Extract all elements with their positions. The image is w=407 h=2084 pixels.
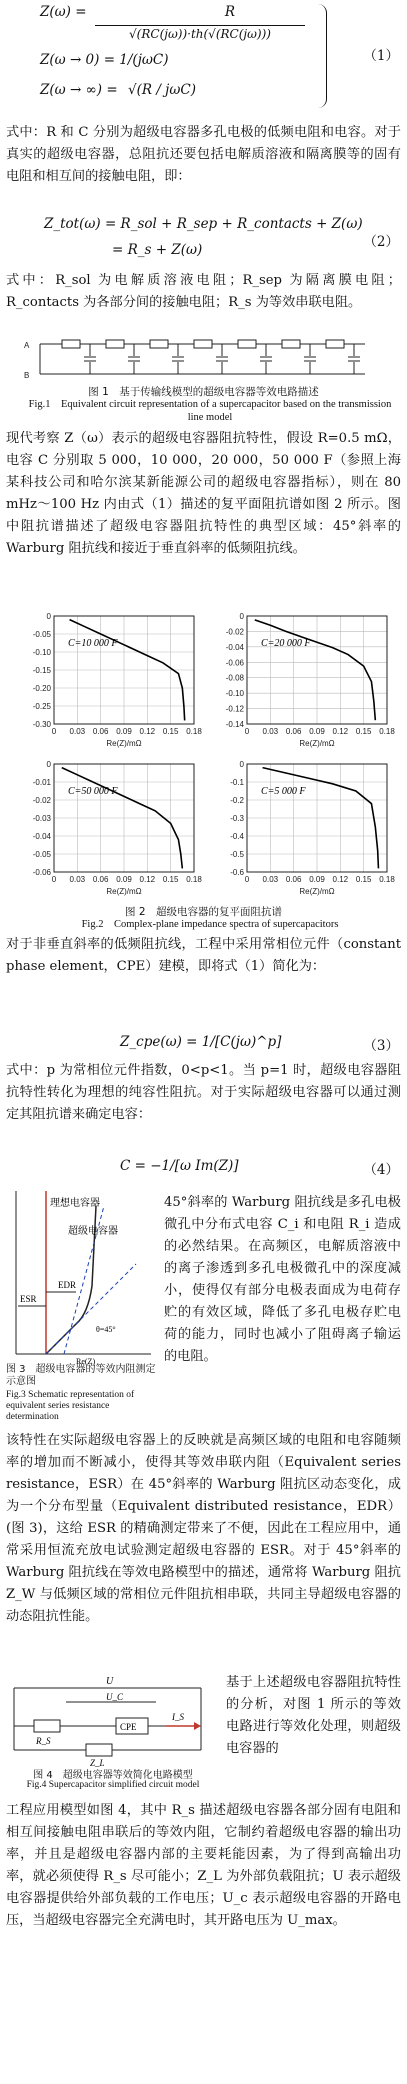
chart-c50000 (22, 760, 202, 904)
y-tick-label: 0 (239, 760, 244, 769)
y-tick-label: -0.04 (225, 642, 244, 652)
y-tick-label: -0.30 (32, 720, 51, 729)
x-tick-label: 0.03 (262, 875, 279, 884)
eq1-numerator: R (224, 4, 236, 20)
y-tick-label: -0.10 (32, 648, 51, 657)
x-tick-label: 0.06 (285, 727, 302, 736)
paragraph-6-full: 该特性在实际超级电容器上的反映就是高频区域的电阻和电容随频率的增加而不断减小，使得其等效串联内阻（Equivalent series resistance，ESR）在 45°斜率的 Warburg 阻抗区动态变化，成为一个分布型量（Equivalent distributed resistance，EDR）(图 3)，这给 ESR 的精确测定带来了不便，因此在工程应用中，通常采用恒流充放电试验测定超级电容器的 ESR。对于 45°斜率的 Warburg 阻抗线在等效电路模型中的描述，通常将 Warburg 阻抗 Z_W 与低频区域的常相位元件阻抗相串联，共同主导超级电容器的动态阻抗性能。 (6, 1433, 401, 1624)
y-tick-label: -0.01 (32, 778, 51, 787)
y-tick-label: -0.03 (32, 814, 51, 823)
y-tick-label: -0.10 (225, 689, 244, 699)
chart-c20000 (215, 612, 395, 756)
x-tick-label: 0 (51, 727, 57, 736)
impedance-curve (255, 620, 376, 720)
capacitance-annotation: C=5 000 F (261, 786, 306, 797)
x-tick-label: 0.12 (332, 727, 349, 736)
equation-4 (0, 1152, 407, 1186)
label-angle: θ=45° (96, 1325, 116, 1334)
chart-c5000 (215, 760, 395, 904)
label-is: I_S (172, 1712, 184, 1722)
y-tick-label: -0.2 (230, 796, 244, 805)
label-real-supercapacitor: 超级电容器 (68, 1226, 118, 1237)
x-tick-label: 0 (244, 727, 250, 736)
x-tick-label: 0.15 (162, 875, 179, 884)
eq1-number: （1） (363, 48, 399, 64)
paragraph-2: 式中：R_sol 为电解质溶液电阻；R_sep 为隔离膜电阻；R_contacts 为各部分间的接触电阻；R_s 为等效串联电阻。 (6, 273, 401, 310)
y-tick-label: 0 (46, 612, 51, 621)
figure-2-caption-en: Fig.2 Complex-plane impedance spectra of supercapacitors (81, 919, 339, 930)
x-tick-label: 0.06 (92, 875, 109, 884)
resistor-r1 (62, 340, 80, 348)
figure-1-circuit (20, 336, 390, 382)
paragraph-4: 对于非垂直斜率的低频阻抗线，工程中采用常相位元件（constant phase element，CPE）建模，即将式（1）简化为： (6, 937, 401, 974)
x-tick-label: 0.03 (69, 875, 86, 884)
y-tick-label: -0.5 (230, 850, 244, 859)
y-tick-label: -0.06 (32, 868, 51, 877)
label-rs: R_S (36, 1736, 51, 1746)
figure-4-simplified-circuit (6, 1670, 216, 1770)
circuit-terminal-a: A (24, 341, 30, 350)
label-edr: EDR (58, 1280, 76, 1290)
eq1-line2: Z(ω → 0) = 1/(jωC) (40, 52, 169, 68)
x-axis-label: Re(Z)/mΩ (299, 739, 335, 748)
x-axis-label: Re(Z)/mΩ (106, 887, 142, 896)
eq3-line: Z_cpe(ω) = 1/[C(jω)^p] (120, 1034, 282, 1050)
x-tick-label: 0.03 (262, 727, 279, 736)
eq2-line1: Z_tot(ω) = R_sol + R_sep + R_contacts + Z(ω) (44, 216, 363, 232)
x-tick-label: 0.15 (355, 727, 372, 736)
x-tick-label: 0.15 (355, 875, 372, 884)
eq4-number: （4） (363, 1162, 399, 1178)
figure-3-caption-cn: 图 3 超级电容器的等效内阻测定示意图 (6, 1364, 156, 1387)
paragraph-6-right: 45°斜率的 Warburg 阻抗线是多孔电极微孔中分布式电容 C_i 和电阻 R_i 造成的必然结果。在高频区，电解质溶液中的离子渗透到多孔电极微孔中的深度减小，使得仅有部分电极表面成为电荷存贮的有效区域，降低了多孔电极存贮电荷的能力，同时也减小了阻碍离子输运的电阻。 (164, 1195, 401, 1364)
x-tick-label: 0.18 (379, 727, 395, 736)
circuit-terminal-b: B (24, 371, 30, 380)
x-tick-label: 0.18 (186, 727, 202, 736)
y-tick-label: -0.02 (225, 627, 244, 637)
resistor-r7 (326, 340, 344, 348)
resistor-r3 (150, 340, 168, 348)
x-axis-label: Re(Z)/mΩ (299, 887, 335, 896)
y-tick-label: -0.4 (230, 832, 244, 841)
paragraph-7-full: 工程应用模型如图 4，其中 R_s 描述超级电容器各部分固有电阻和相互间接触电阻串联后的等效内阻，它制约着超级电容器的输出功率，并且是超级电容器内部的主要耗能因素，为了得到高输出功率，就必须使得 R_s 尽可能小；Z_L 为外部负载阻抗；U 表示超级电容器提供给外部负载的工作电压；U_c 表示超级电容器的开路电压，当超级电容器完全充满电时，其开路电压为 U_max。 (6, 1803, 401, 1928)
y-tick-label: -0.02 (32, 796, 51, 805)
label-axis-rez: Re(Z) (76, 1357, 96, 1366)
y-tick-label: 0 (46, 760, 51, 769)
transmission-line-cells (62, 340, 360, 374)
resistor-r2 (106, 340, 124, 348)
label-ideal-capacitor: 理想电容器 (50, 1198, 100, 1209)
y-tick-label: -0.3 (230, 814, 244, 823)
x-tick-label: 0.06 (92, 727, 109, 736)
paragraph-3: 现代考察 Z（ω）表示的超级电容器阻抗特性，假设 R=0.5 mΩ，电容 C 分别取 5 000，10 000，20 000，50 000 F（参照上海某科技公司和哈尔滨某新能源公司的超级电容器指标），则在 80 mHz～100 Hz 内由式（1）描述的复平面阻抗谱如图 2 所示。图中阻抗谱描述了超级电容器阻抗特性的典型区域：45°斜率的 Warburg 阻抗线和接近于垂直斜率的低频阻抗线。 (6, 431, 401, 556)
eq2-number: （2） (363, 234, 399, 250)
eq2-line2: = R_s + Z(ω) (112, 242, 203, 258)
x-tick-label: 0.09 (116, 875, 132, 884)
paragraph-7-right: 基于上述超级电容器阻抗特性的分析，对图 1 所示的等效电路进行等效化处理，则超级电容器的 (226, 1675, 401, 1756)
equation-2 (0, 212, 407, 268)
x-tick-label: 0.18 (379, 875, 395, 884)
x-tick-label: 0.06 (285, 875, 302, 884)
x-tick-label: 0.12 (139, 727, 156, 736)
y-tick-label: -0.15 (32, 666, 51, 675)
y-tick-label: 0 (239, 612, 244, 621)
y-tick-label: -0.08 (225, 673, 244, 683)
resistor-r6 (282, 340, 300, 348)
capacitance-annotation: C=10 000 F (68, 638, 118, 649)
x-tick-label: 0.09 (309, 875, 325, 884)
figure-1-caption-cn: 图 1 基于传输线模型的超级电容器等效电路描述 (88, 386, 319, 398)
eq1-denominator: √(RC(jω))·th(√(RC(jω))) (129, 27, 271, 41)
y-tick-label: -0.05 (32, 850, 51, 859)
y-tick-label: -0.06 (225, 658, 244, 668)
y-tick-label: -0.6 (230, 868, 244, 877)
label-u: U (106, 1676, 114, 1687)
eq4-line: C = −1/[ω Im(Z)] (120, 1158, 239, 1174)
x-axis-label: Re(Z)/mΩ (106, 739, 142, 748)
x-tick-label: 0.12 (139, 875, 156, 884)
x-tick-label: 0 (244, 875, 250, 884)
y-tick-label: -0.05 (32, 630, 51, 639)
chart-c10000 (22, 612, 202, 756)
label-cpe: CPE (120, 1722, 137, 1732)
label-zl: Z_L (90, 1758, 105, 1768)
y-tick-label: -0.12 (225, 704, 244, 714)
figure-4-caption-en: Fig.4 Supercapacitor simplified circuit model (26, 1780, 200, 1790)
y-tick-label: -0.25 (32, 702, 51, 711)
label-uc: U_C (106, 1692, 124, 1702)
x-tick-label: 0.12 (332, 875, 349, 884)
label-esr: ESR (20, 1294, 37, 1304)
capacitance-annotation: C=50 000 F (68, 786, 118, 797)
x-tick-label: 0.03 (69, 727, 86, 736)
x-tick-label: 0.18 (186, 875, 202, 884)
y-tick-label: -0.14 (225, 720, 244, 729)
figure-4-caption-cn: 图 4 超级电容器等效简化电路模型 (33, 1770, 193, 1781)
eq1-line3-lhs: Z(ω → ∞) = (40, 82, 118, 98)
x-tick-label: 0.09 (309, 727, 325, 736)
x-tick-label: 0.15 (162, 727, 179, 736)
figure-3-esr-diagram (6, 1186, 156, 1366)
figure-2-caption-cn: 图 2 超级电容器的复平面阻抗谱 (124, 906, 283, 918)
capacitance-annotation: C=20 000 F (261, 638, 311, 649)
y-tick-label: -0.1 (230, 778, 244, 787)
resistor-r4 (194, 340, 212, 348)
x-tick-label: 0 (51, 875, 57, 884)
y-tick-label: -0.20 (32, 684, 51, 693)
eq1-line3-rhs: √(R / jωC) (128, 82, 196, 98)
figure-1-caption-en: Fig.1 Equivalent circuit representation of a supercapacitor based on the transmission line model (28, 399, 392, 423)
figure-3-caption-en: Fig.3 Schematic representation of equivalent series resistance determination (6, 1390, 135, 1422)
paragraph-5: 式中：p 为常相位元件指数，0<p<1。当 p=1 时，超级电容器阻抗特性转化为理想的纯容性阻抗。对于实际超级电容器可以通过测定其阻抗谱来确定电容： (6, 1063, 401, 1122)
resistor-r5 (238, 340, 256, 348)
eq3-number: （3） (363, 1038, 399, 1054)
equation-1 (0, 0, 407, 122)
eq1-lhs: Z(ω) = (40, 4, 87, 20)
y-tick-label: -0.04 (32, 832, 51, 841)
equation-3 (0, 1026, 407, 1060)
x-tick-label: 0.09 (116, 727, 132, 736)
paragraph-1: 式中：R 和 C 分别为超级电容器多孔电极的低频电阻和电容。对于真实的超级电容器，总阻抗还要包括电解质溶液和隔离膜等的固有电阻和相互间的接触电阻，即： (6, 125, 401, 184)
